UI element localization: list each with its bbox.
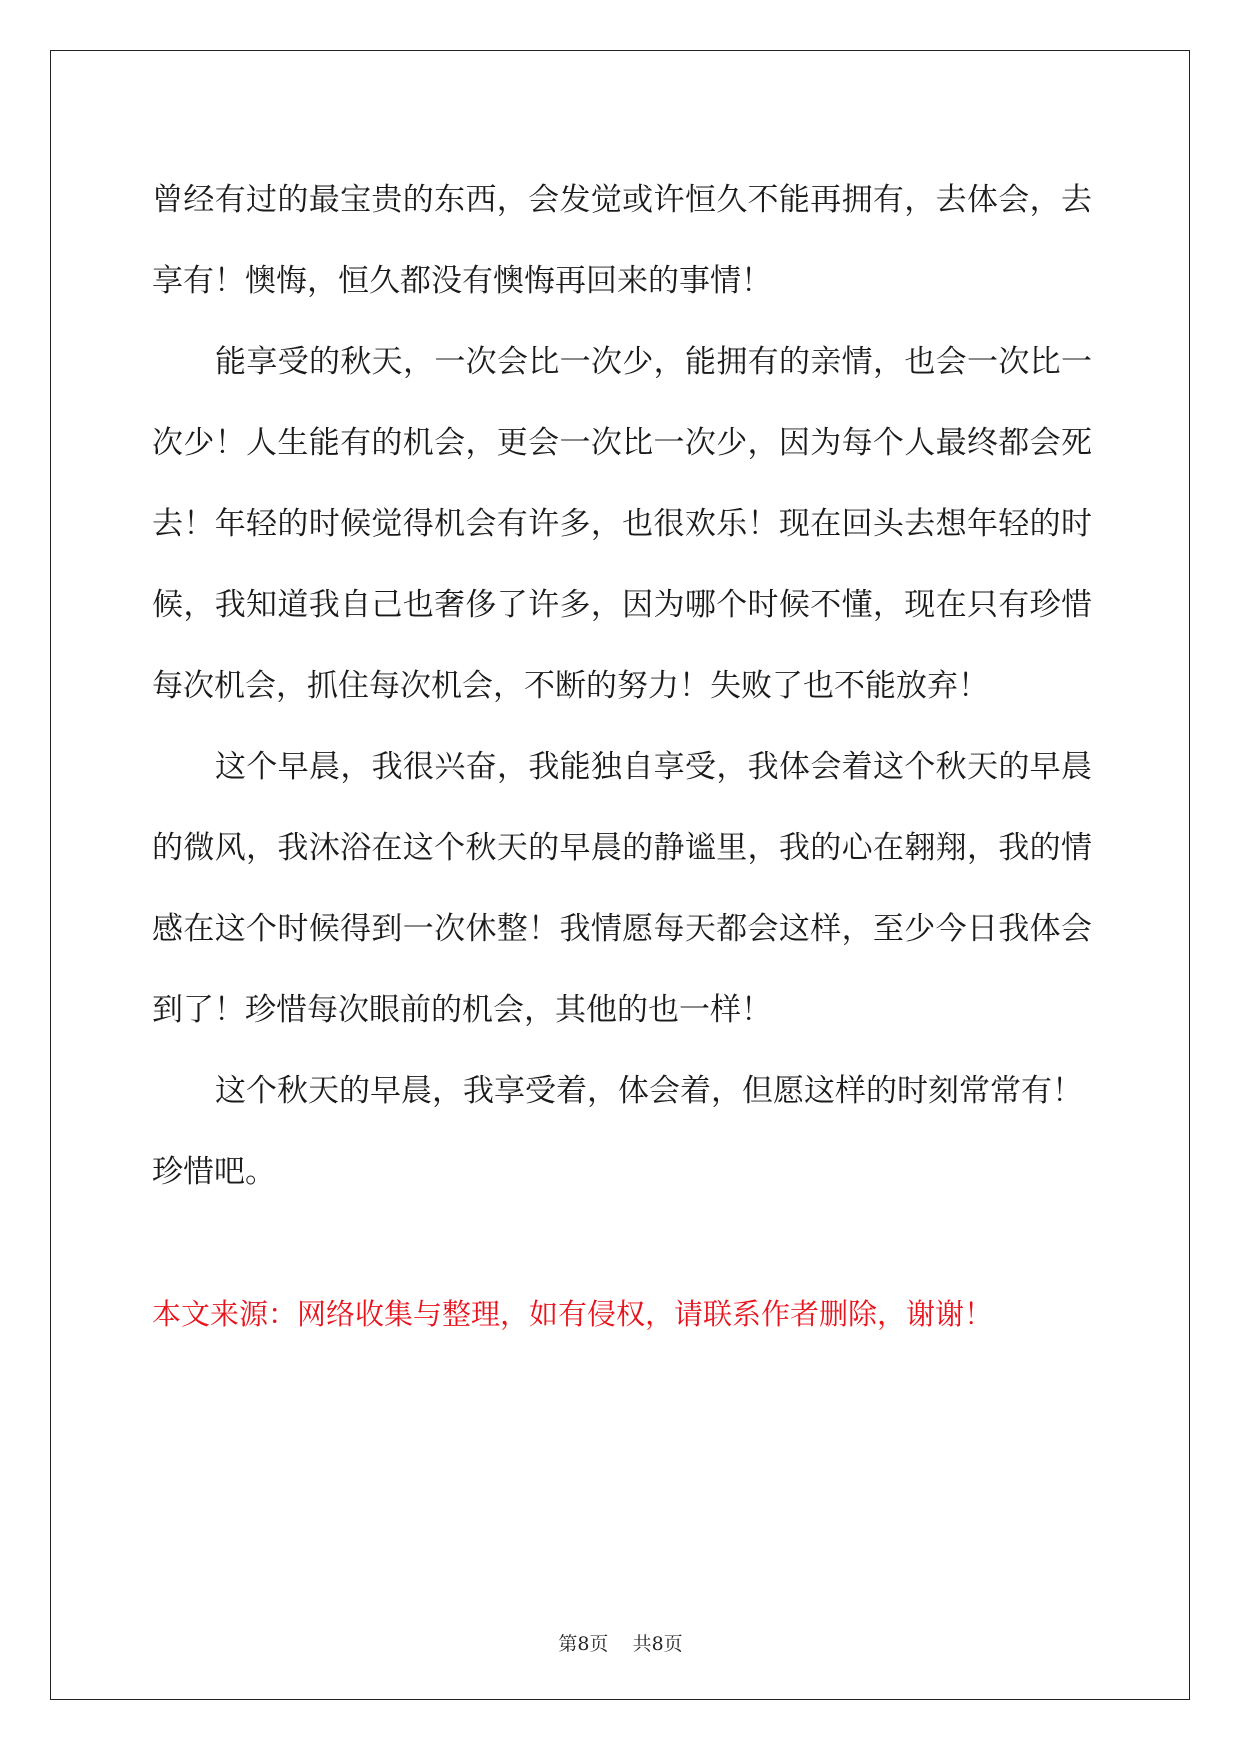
text-line: 的微风，我沐浴在这个秋天的早晨的静谧里，我的心在翱翔，我的情 (152, 830, 1092, 866)
text-line: 到了！珍惜每次眼前的机会，其他的也一样！ (152, 992, 772, 1028)
page-number-footer: 第8页 共8页 (558, 1633, 683, 1655)
text-line: 次少！人生能有的机会，更会一次比一次少，因为每个人最终都会死 (152, 425, 1092, 461)
document-body (152, 160, 1092, 1213)
text-line: 曾经有过的最宝贵的东西，会发觉或许恒久不能再拥有，去体会，去 (152, 182, 1092, 218)
text-line: 能享受的秋天，一次会比一次少，能拥有的亲情，也会一次比一 (215, 344, 1092, 380)
text-line: 这个早晨，我很兴奋，我能独自享受，我体会着这个秋天的早晨 (215, 749, 1092, 785)
text-line: 去！年轻的时候觉得机会有许多，也很欢乐！现在回头去想年轻的时 (152, 506, 1092, 542)
source-note: 本文来源：网络收集与整理，如有侵权，请联系作者删除，谢谢！ (152, 1297, 994, 1331)
text-line: 这个秋天的早晨，我享受着，体会着，但愿这样的时刻常常有！ (215, 1073, 1083, 1109)
text-line: 候，我知道我自己也奢侈了许多，因为哪个时候不懂，现在只有珍惜 (152, 587, 1092, 623)
text-line: 感在这个时候得到一次休整！我情愿每天都会这样，至少今日我体会 (152, 911, 1092, 947)
text-line: 每次机会，抓住每次机会，不断的努力！失败了也不能放弃！ (152, 668, 989, 704)
text-line: 珍惜吧。 (152, 1154, 276, 1190)
text-line: 享有！懊悔，恒久都没有懊悔再回来的事情！ (152, 263, 772, 299)
